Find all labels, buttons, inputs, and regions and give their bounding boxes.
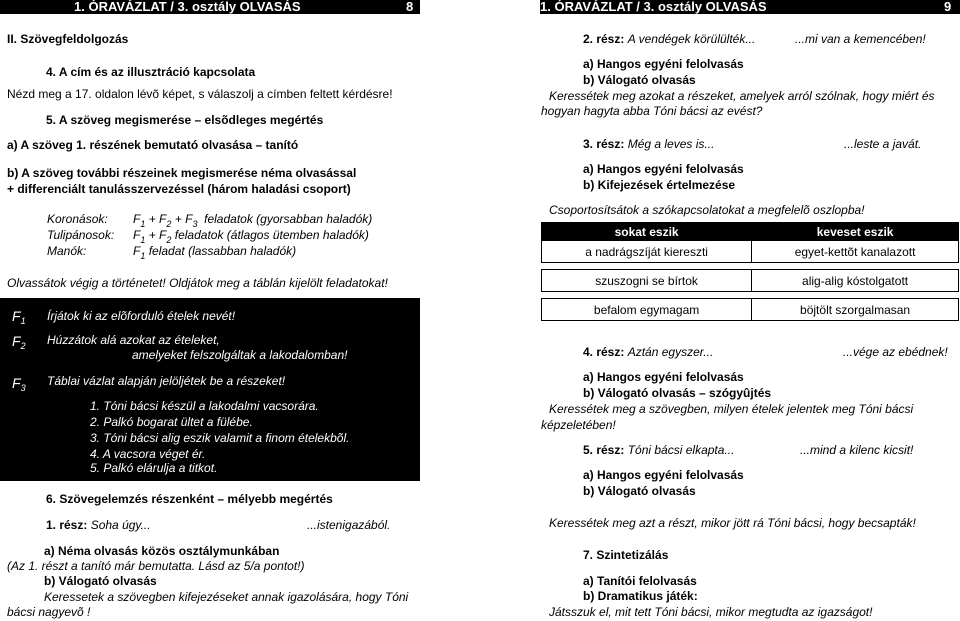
task-f2-text1: Húzzátok alá azokat az ételeket,	[47, 333, 220, 347]
p5-a: a) Hangos egyéni felolvasás	[583, 468, 744, 482]
group-name-manok: Manók:	[47, 244, 87, 258]
part3-line: 3. rész: Még a leves is...	[583, 137, 715, 151]
p4-task1: Keressétek meg a szövegben, milyen ételek jelentek meg Tóni bácsi	[549, 402, 914, 416]
table-cell: a nadrágszíját kiereszti	[542, 241, 752, 263]
task-f2-text2: amelyeket felszolgáltak a lakodalomban!	[132, 348, 348, 362]
table-cell: böjtölt szorgalmasan	[752, 299, 959, 321]
group-formula-koronasok: $F_1 + F_2 + F_3$ feladatok (gyorsabban haladók)	[133, 212, 373, 229]
p7-task: Játsszuk el, mit tett Tóni bácsi, mikor megtudta az igazságot!	[549, 605, 873, 619]
grouping-table	[541, 222, 959, 321]
task-list-item: 1. Tóni bácsi készül a lakodalmi vacsorára.	[90, 399, 319, 413]
p4-task2: képzeletében!	[541, 418, 616, 432]
task-f3-label: $F_3$	[12, 375, 26, 393]
p7-a: a) Tanítói felolvasás	[583, 574, 697, 588]
left-header-title: 1. ÓRAVÁZLAT / 3. osztály OLVASÁS	[74, 0, 301, 14]
p4-b: b) Válogató olvasás – szógyûjtés	[583, 386, 772, 400]
part1-line: 1. rész: Soha úgy...	[46, 518, 151, 532]
part3-end: ...leste a javát.	[844, 137, 922, 151]
task-f2-label: $F_2$	[12, 333, 26, 351]
table-cell: befalom egymagam	[542, 299, 752, 321]
table-cell: alig-alig kóstolgatott	[752, 270, 959, 292]
item5b-line2: + differenciált tanulásszervezéssel (három haladási csoport)	[7, 182, 351, 196]
table-cell: egyet-kettõt kanalazott	[752, 241, 959, 263]
task-list-item: 4. A vacsora véget ér.	[90, 447, 206, 461]
group-name-koronasok: Koronások:	[47, 212, 108, 226]
left-b-task2: bácsi nagyevõ !	[7, 605, 91, 619]
p2-task1: Keressétek meg azokat a részeket, amelyek arról szólnak, hogy miért és	[549, 89, 935, 103]
part5-line: 5. rész: Tóni bácsi elkapta...	[583, 443, 735, 457]
right-header-page-number: 9	[944, 0, 952, 14]
task-f1-text: Írjátok ki az elõforduló ételek nevét!	[47, 309, 236, 323]
part4-line: 4. rész: Aztán egyszer...	[583, 345, 714, 359]
item4-title: 4. A cím és az illusztráció kapcsolata	[46, 65, 256, 79]
item5b-line1: b) A szöveg további részeinek megismerése néma olvasással	[7, 166, 357, 180]
group-name-tulipanosok: Tulipánosok:	[47, 228, 115, 242]
p3-a: a) Hangos egyéni felolvasás	[583, 162, 744, 176]
left-header-page-number: 8	[406, 0, 414, 14]
item6-title: 6. Szövegelemzés részenként – mélyebb megértés	[46, 492, 333, 506]
read-instruction: Olvassátok végig a történetet! Oldjátok meg a táblán kijelölt feladatokat!	[7, 276, 388, 290]
left-a-common: a) Néma olvasás közös osztálymunkában	[44, 544, 280, 558]
section-title: II. Szövegfeldolgozás	[7, 32, 129, 46]
part5-end: ...mind a kilenc kicsit!	[800, 443, 914, 457]
task-list-item: 5. Palkó elárulja a titkot.	[90, 461, 218, 475]
item5a: a) A szöveg 1. részének bemutató olvasása – tanító	[7, 138, 299, 152]
task-list-item: 2. Palkó bogarat ültet a fülébe.	[90, 415, 253, 429]
p3-b: b) Kifejezések értelmezése	[583, 178, 736, 192]
table-header-sokat: sokat eszik	[542, 223, 752, 241]
p5-b: b) Válogató olvasás	[583, 484, 696, 498]
p2-b: b) Válogató olvasás	[583, 73, 696, 87]
left-a-note: (Az 1. részt a tanító már bemutatta. Lásd az 5/a pontot!)	[7, 559, 305, 573]
table-cell: szuszogni se bírtok	[542, 270, 752, 292]
group-formula-manok: $F_1$ feladat (lassabban haladók)	[133, 244, 297, 261]
table-gap	[542, 263, 752, 270]
table-gap	[542, 292, 752, 299]
p3-task: Csoportosítsátok a szókapcsolatokat a megfelelõ oszlopba!	[549, 203, 865, 217]
part1-end: ...istenigazából.	[307, 518, 391, 532]
left-page-header	[0, 0, 420, 14]
task-list-item: 3. Tóni bácsi alig eszik valamit a finom ételekbõl.	[90, 431, 350, 445]
item5-title: 5. A szöveg megismerése – elsõdleges megértés	[46, 113, 324, 127]
p4-a: a) Hangos egyéni felolvasás	[583, 370, 744, 384]
table-gap	[752, 292, 959, 299]
task-f1-label: $F_1$	[12, 308, 26, 326]
p7-b: b) Dramatikus játék:	[583, 589, 698, 603]
part2-line: 2. rész: A vendégek körülülték...	[583, 32, 756, 46]
item4-text: Nézd meg a 17. oldalon lévõ képet, s válaszolj a címben feltett kérdésre!	[7, 87, 393, 101]
item7-title: 7. Szintetizálás	[583, 548, 669, 562]
left-b-select: b) Válogató olvasás	[44, 574, 157, 588]
right-page-header	[540, 0, 960, 14]
p5-task: Keressétek meg azt a részt, mikor jött rá Tóni bácsi, hogy becsapták!	[549, 516, 916, 530]
table-header-keveset: keveset eszik	[752, 223, 959, 241]
part2-end: ...mi van a kemencében!	[795, 32, 926, 46]
right-header-title: 1. ÓRAVÁZLAT / 3. osztály OLVASÁS	[540, 0, 767, 14]
p2-a: a) Hangos egyéni felolvasás	[583, 57, 744, 71]
left-b-task1: Keressetek a szövegben kifejezéseket annak igazolására, hogy Tóni	[44, 590, 409, 604]
task-f3-text: Táblai vázlat alapján jelöljétek be a részeket!	[47, 374, 286, 388]
task-box	[0, 298, 420, 481]
table-gap	[752, 263, 959, 270]
part4-end: ...vége az ebédnek!	[843, 345, 948, 359]
group-formula-tulipanosok: $F_1 + F_2$ feladatok (átlagos ütemben haladók)	[133, 228, 369, 245]
p2-task2: hogyan hagyta abba Tóni bácsi az evést?	[541, 104, 763, 118]
